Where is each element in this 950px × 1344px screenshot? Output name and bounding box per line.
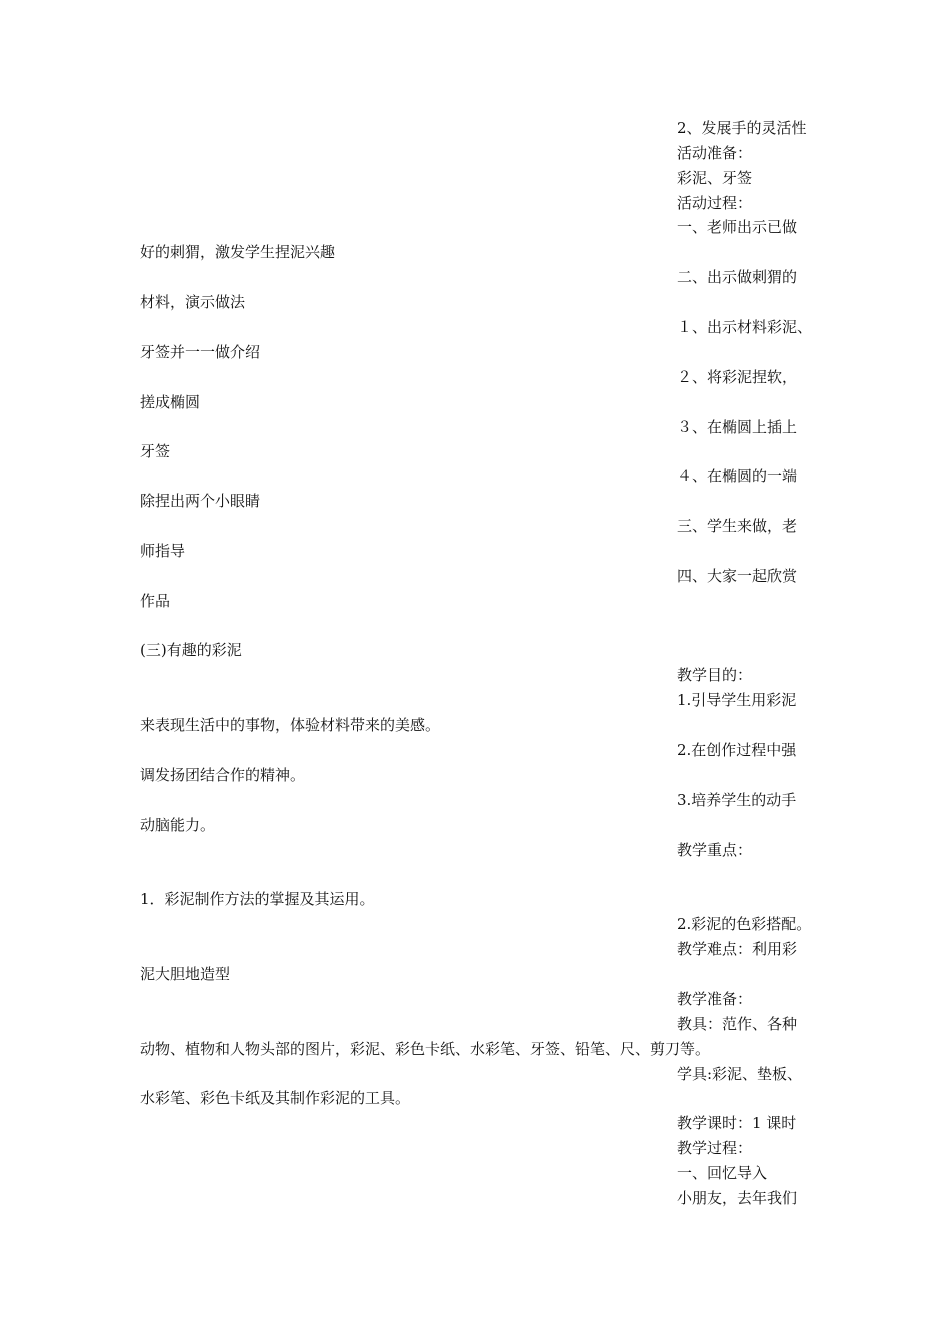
text-line: ４、在椭圆的一端 — [677, 467, 798, 485]
text-line: 教学重点： — [677, 841, 753, 859]
text-line: 教学课时：1 课时 — [677, 1114, 797, 1132]
text-line: 泥大胆地造型 — [140, 965, 231, 983]
section-heading: (三)有趣的彩泥 — [140, 641, 242, 659]
text-line: 二、出示做刺猬的 — [677, 268, 798, 286]
text-line: 材料，演示做法 — [140, 293, 246, 311]
text-line: 来表现生活中的事物，体验材料带来的美感。 — [140, 716, 441, 734]
text-line: 2.彩泥的色彩搭配。 — [677, 915, 812, 933]
text-line: 教学难点：利用彩 — [677, 940, 798, 958]
text-line: 牙签 — [140, 442, 171, 460]
text-line: 2、发展手的灵活性 — [677, 119, 807, 137]
text-line: １、出示材料彩泥、 — [677, 318, 813, 336]
text-line: 2.在创作过程中强 — [677, 741, 797, 759]
text-line: 教学准备： — [677, 990, 753, 1008]
text-line: 教学目的： — [677, 666, 753, 684]
text-line: 1．彩泥制作方法的掌握及其运用。 — [140, 890, 375, 908]
text-line: 作品 — [140, 592, 171, 610]
text-line: 教具：范作、各种 — [677, 1015, 798, 1033]
text-line: 一、老师出示已做 — [677, 218, 798, 236]
text-line: 好的刺猬，激发学生捏泥兴趣 — [140, 243, 336, 261]
text-line: 除捏出两个小眼睛 — [140, 492, 261, 510]
text-line: 师指导 — [140, 542, 186, 560]
text-line: 搓成椭圆 — [140, 393, 201, 411]
text-line: 水彩笔、彩色卡纸及其制作彩泥的工具。 — [140, 1089, 411, 1107]
text-line: 活动准备： — [677, 144, 753, 162]
text-line: 3.培养学生的动手 — [677, 791, 797, 809]
text-line: 1.引导学生用彩泥 — [677, 691, 797, 709]
text-line: ３、在椭圆上插上 — [677, 418, 798, 436]
text-line: 牙签并一一做介绍 — [140, 343, 261, 361]
text-line: 教学过程： — [677, 1139, 753, 1157]
text-line: 一、回忆导入 — [677, 1164, 768, 1182]
text-line: 动物、植物和人物头部的图片，彩泥、彩色卡纸、水彩笔、牙签、铅笔、尺、剪刀等。 — [140, 1040, 711, 1058]
text-line: 四、大家一起欣赏 — [677, 567, 798, 585]
text-line: 彩泥、牙签 — [677, 169, 753, 187]
text-line: 活动过程： — [677, 194, 753, 212]
text-line: 三、学生来做，老 — [677, 517, 798, 535]
text-line: 学具:彩泥、垫板、 — [677, 1065, 803, 1083]
text-line: 小朋友，去年我们 — [677, 1189, 798, 1207]
text-line: ２、将彩泥捏软， — [677, 368, 798, 386]
text-line: 调发扬团结合作的精神。 — [140, 766, 306, 784]
text-line: 动脑能力。 — [140, 816, 216, 834]
